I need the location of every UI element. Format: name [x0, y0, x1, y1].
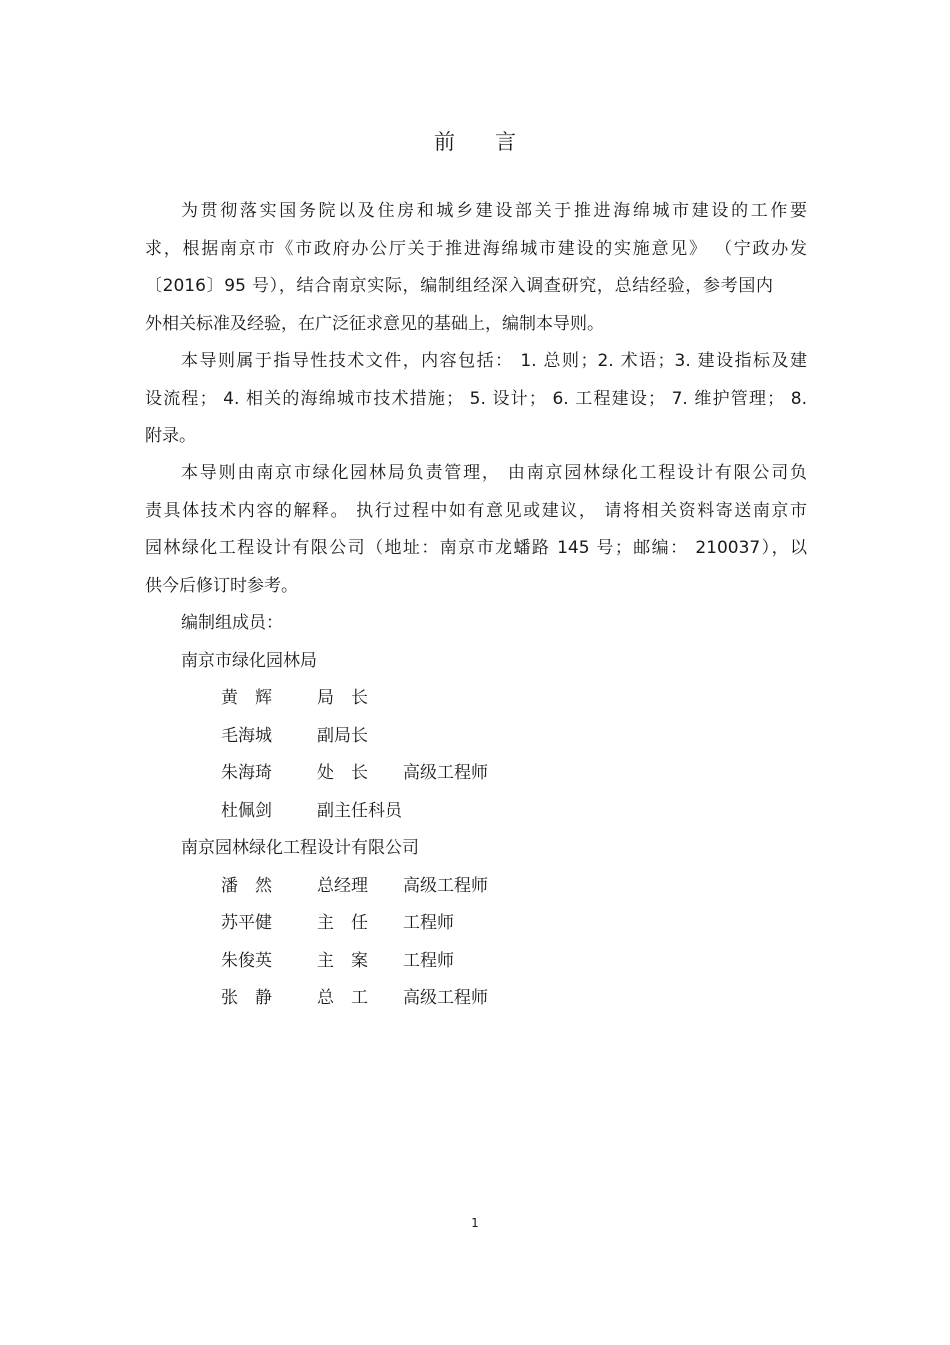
paragraph-line: 责具体技术内容的解释。 执行过程中如有意见或建议， 请将相关资料寄送南京市	[145, 500, 807, 521]
paragraph-purpose	[145, 193, 807, 343]
member-name: 杜佩剑	[221, 800, 272, 821]
member-name: 毛海城	[221, 725, 272, 746]
member-role: 主 任	[317, 913, 368, 933]
member-role: 处 长	[317, 763, 368, 783]
paragraph-line: 设流程； 4. 相关的海绵城市技术措施； 5. 设计； 6. 工程建设； 7. 维护管理； 8.	[145, 388, 807, 409]
page-title-char-2: 言	[495, 130, 516, 154]
paragraph-line: 求，根据南京市《市政府办公厅关于推进海绵城市建设的实施意见》 （宁政办发	[145, 238, 807, 259]
page-title	[0, 126, 950, 156]
member-name: 黄 辉	[221, 688, 272, 708]
member-name: 张 静	[221, 988, 272, 1008]
paragraph-line: 附录。	[145, 426, 196, 446]
member-grade: 高级工程师	[403, 988, 488, 1008]
paragraph-line: 供今后修订时参考。	[145, 575, 298, 596]
member-name: 苏平健	[221, 913, 272, 933]
member-role: 主 案	[317, 950, 368, 971]
member-grade: 工程师	[403, 950, 454, 971]
paragraph-management	[145, 455, 807, 605]
paragraph-line: 本导则属于指导性技术文件，内容包括： 1. 总则；2. 术语；3. 建设指标及建	[181, 351, 807, 371]
members-heading: 编制组成员：	[181, 613, 283, 633]
organization-name: 南京园林绿化工程设计有限公司	[181, 838, 419, 858]
paragraph-line: 本导则由南京市绿化园林局负责管理， 由南京园林绿化工程设计有限公司负	[181, 463, 807, 483]
member-grade: 高级工程师	[403, 875, 488, 896]
member-role: 总经理	[317, 875, 368, 896]
organization-name: 南京市绿化园林局	[181, 650, 317, 671]
member-role: 副主任科员	[317, 800, 402, 821]
paragraph-line: 〔2016〕95 号），结合南京实际，编制组经深入调查研究，总结经验，参考国内	[145, 276, 773, 296]
paragraph-line: 为贯彻落实国务院以及住房和城乡建设部关于推进海绵城市建设的工作要	[181, 201, 807, 221]
member-name: 朱俊英	[221, 950, 272, 971]
member-name: 朱海琦	[221, 763, 272, 783]
page-number: 1	[471, 1216, 479, 1230]
member-grade: 高级工程师	[403, 763, 488, 783]
page-title-char-1: 前	[434, 130, 455, 154]
member-name: 潘 然	[221, 875, 272, 896]
paragraph-contents	[145, 343, 807, 456]
member-grade: 工程师	[403, 913, 454, 933]
paragraph-line: 外相关标准及经验，在广泛征求意见的基础上，编制本导则。	[145, 313, 604, 334]
member-role: 副局长	[317, 725, 368, 746]
paragraph-line: 园林绿化工程设计有限公司（地址：南京市龙蟠路 145 号；邮编： 210037），以	[145, 538, 807, 558]
member-role: 局 长	[317, 688, 368, 708]
member-role: 总 工	[317, 988, 368, 1008]
